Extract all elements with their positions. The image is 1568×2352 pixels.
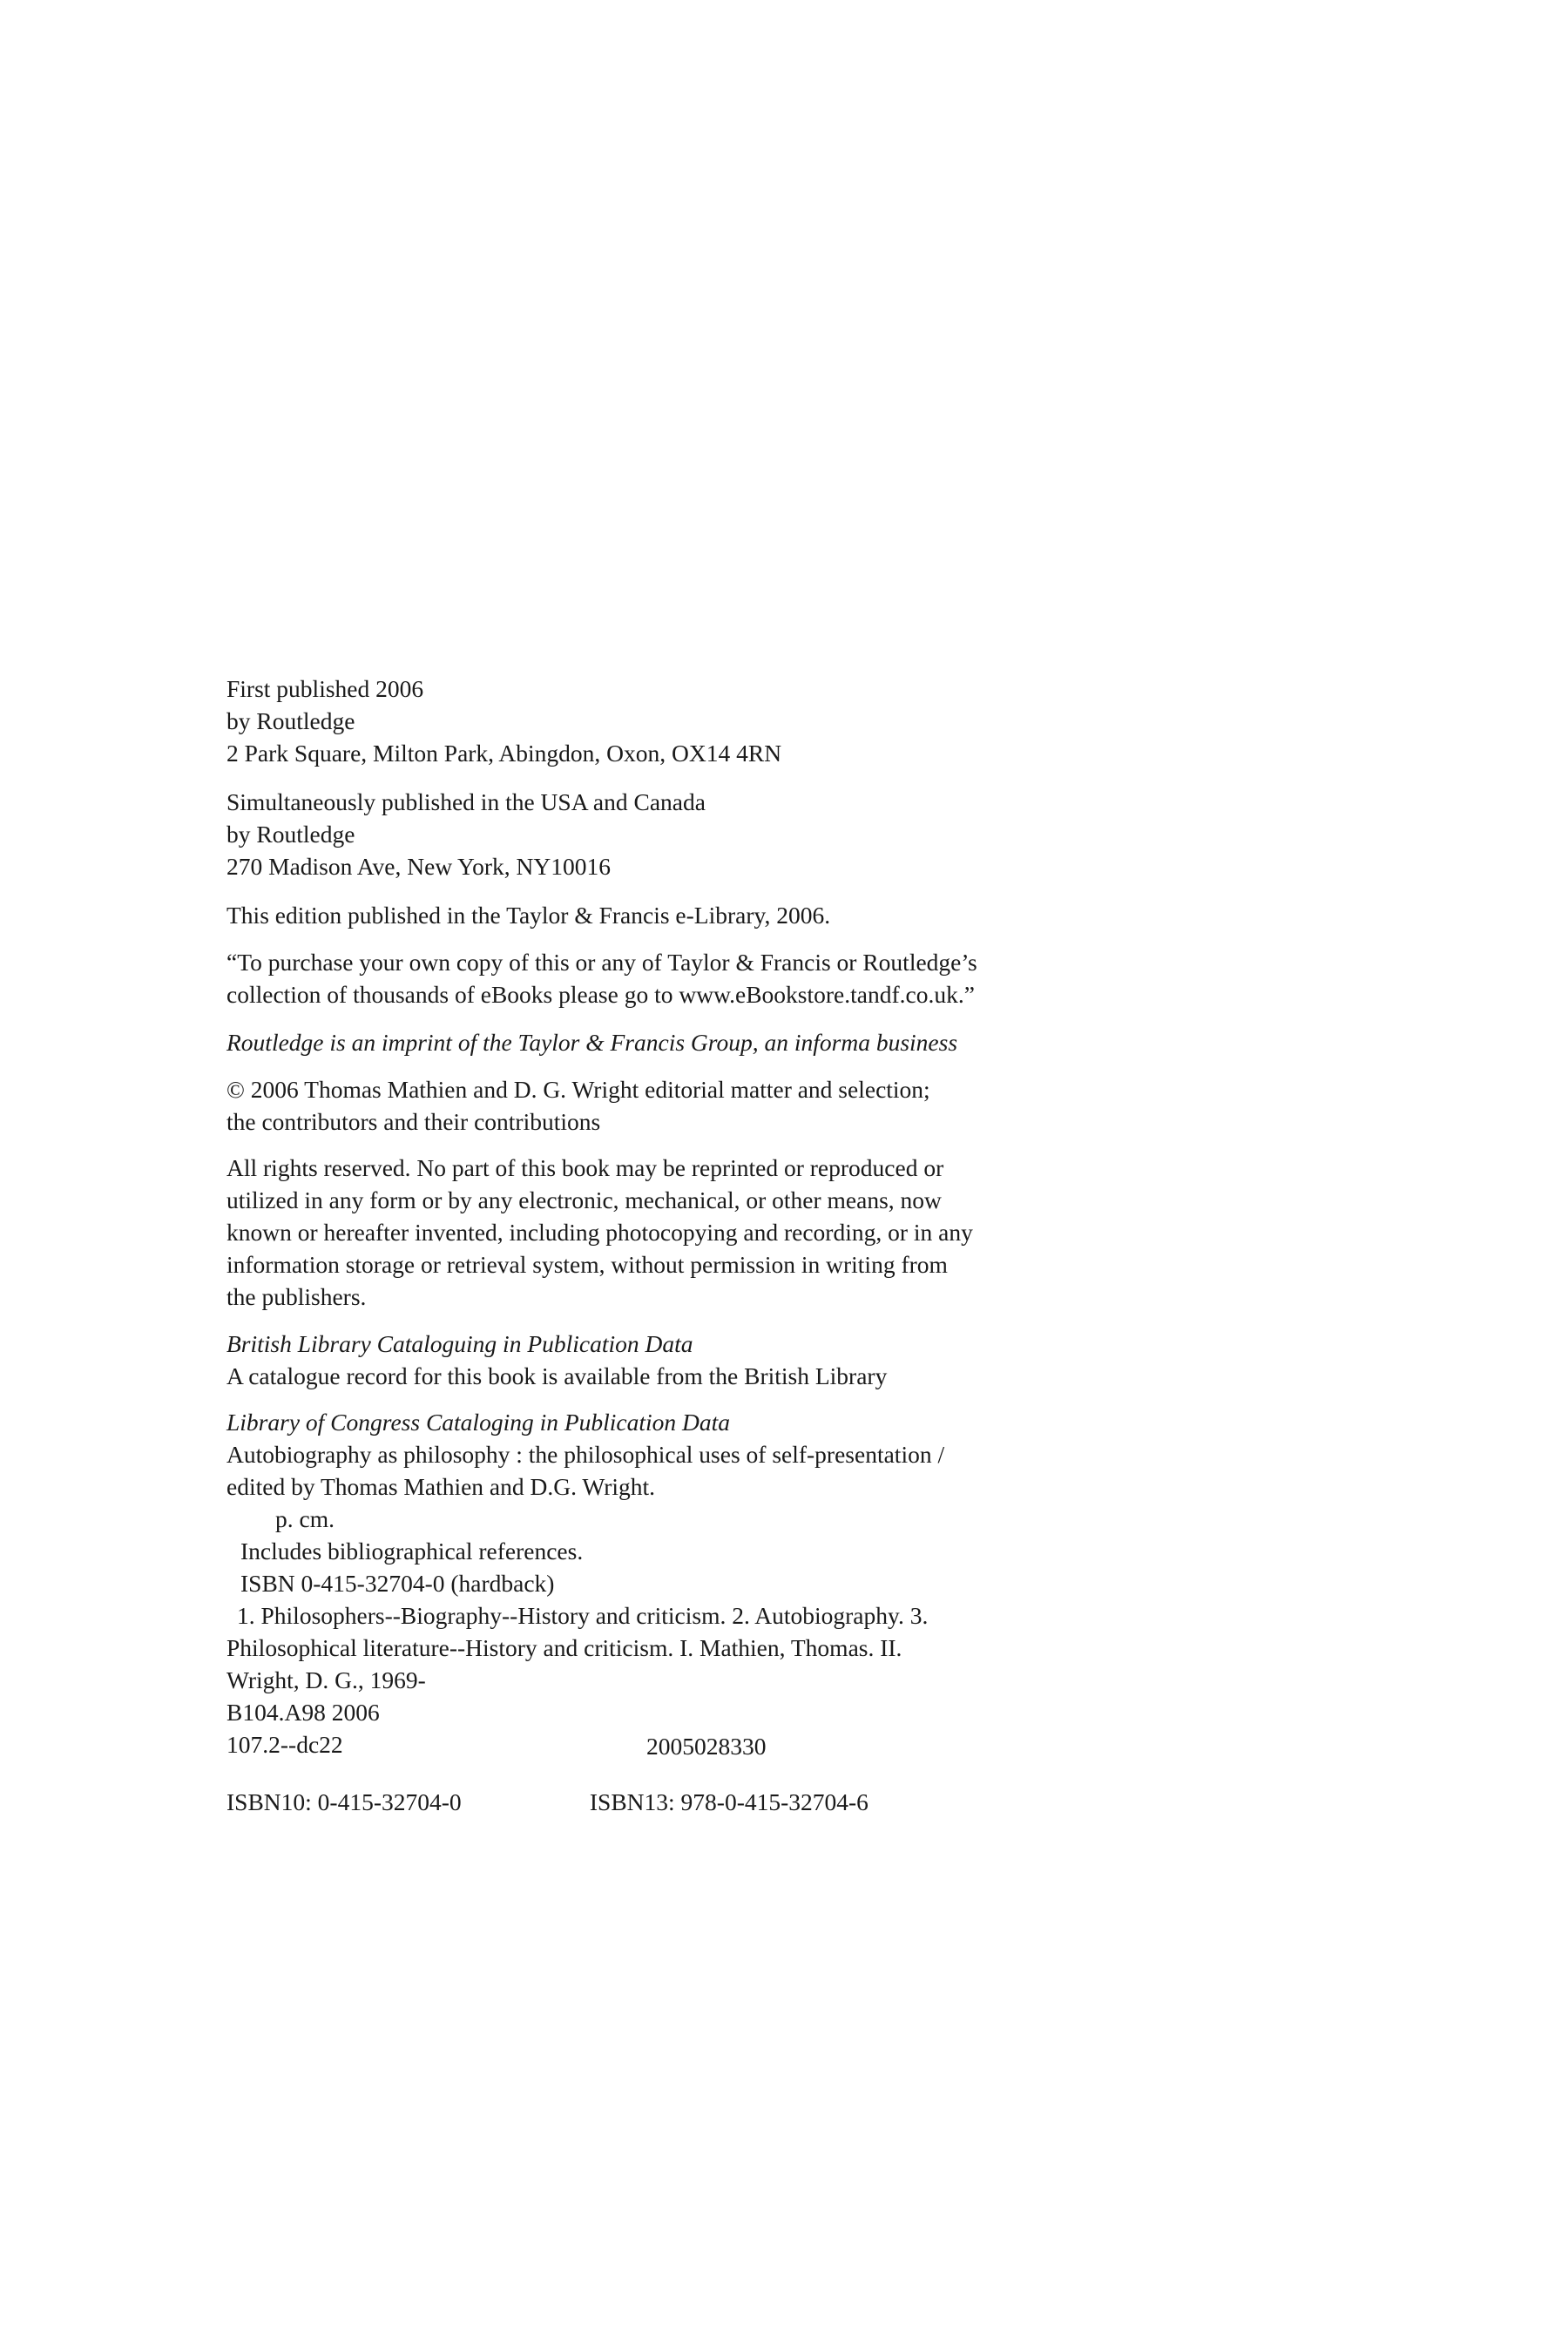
purchase-line-2: collection of thousands of eBooks please go to www.eBookstore.tandf.co.uk.” [226,981,975,1008]
usa-publisher-line: by Routledge [226,821,355,848]
purchase-block [226,946,1098,1010]
rights-line-1: All rights reserved. No part of this book may be reprinted or reproduced or [226,1154,944,1181]
loc-block [226,1406,1098,1761]
imprint-line: Routledge is an imprint of the Taylor & Francis Group, an informa business [226,1029,958,1056]
loc-subjects-line-2: Philosophical literature--History and criticism. I. Mathien, Thomas. II. [226,1634,902,1661]
rights-line-5: the publishers. [226,1283,367,1310]
loc-heading: Library of Congress Cataloging in Publication Data [226,1409,731,1436]
first-published-line: First published 2006 [226,675,424,702]
lccn-number: 2005028330 [646,1733,767,1760]
first-published-block [226,672,1098,769]
edition-line: This edition published in the Taylor & Francis e-Library, 2006. [226,902,831,929]
purchase-line-1: “To purchase your own copy of this or any of Taylor & Francis or Routledge’s [226,949,977,976]
loc-pages-line: p. cm. [275,1505,335,1532]
loc-subjects-line-3: Wright, D. G., 1969- [226,1666,426,1693]
loc-call-number: B104.A98 2006 [226,1699,380,1726]
copyright-line-2: the contributors and their contributions [226,1108,601,1135]
british-library-text: A catalogue record for this book is available from the British Library [226,1362,888,1389]
loc-title-line: Autobiography as philosophy : the philosophical uses of self-presentation / [226,1441,945,1468]
rights-line-4: information storage or retrieval system, without permission in writing from [226,1251,948,1278]
edition-block [226,899,1098,931]
rights-line-2: utilized in any form or by any electronic, mechanical, or other means, now [226,1186,942,1213]
copyright-line-1: © 2006 Thomas Mathien and D. G. Wright editorial matter and selection; [226,1076,930,1103]
rights-block [226,1152,1098,1313]
usa-publication-block [226,786,1098,882]
imprint-block [226,1026,1098,1058]
usa-publication-line: Simultaneously published in the USA and Canada [226,788,706,815]
publisher-line: by Routledge [226,707,355,734]
publisher-address-uk: 2 Park Square, Milton Park, Abingdon, Oxon, OX14 4RN [226,740,782,767]
british-library-block [226,1328,1098,1392]
publisher-address-usa: 270 Madison Ave, New York, NY10016 [226,853,612,880]
loc-references-line: Includes bibliographical references. [240,1538,584,1565]
loc-isbn-line: ISBN 0-415-32704-0 (hardback) [240,1570,555,1597]
isbn13: ISBN13: 978-0-415-32704-6 [589,1788,868,1815]
loc-editors-line: edited by Thomas Mathien and D.G. Wright. [226,1473,656,1500]
loc-dewey-number: 107.2--dc22 [226,1731,343,1758]
copyright-block [226,1073,1098,1138]
loc-subjects-line-1: 1. Philosophers--Biography--History and criticism. 2. Autobiography. 3. [237,1602,929,1629]
british-library-heading: British Library Cataloguing in Publication Data [226,1330,693,1357]
rights-line-3: known or hereafter invented, including photocopying and recording, or in any [226,1219,973,1246]
isbn10: ISBN10: 0-415-32704-0 [226,1788,462,1815]
isbn-row [226,1786,868,1818]
